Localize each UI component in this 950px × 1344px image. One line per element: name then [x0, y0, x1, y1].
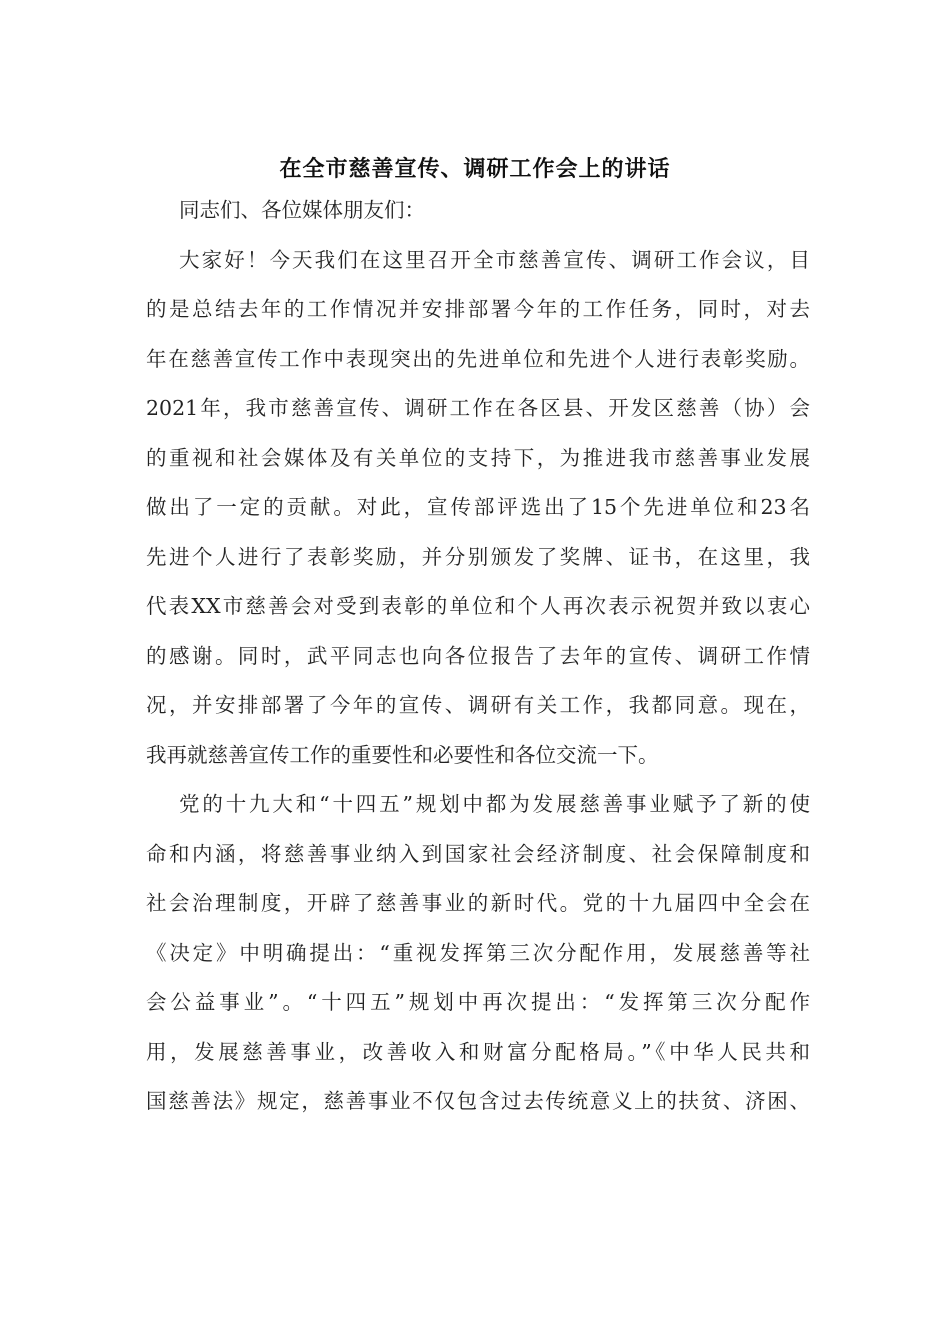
text-line: 先进个人进行了表彰奖励，并分别颁发了奖牌、证书，在这里，我 [146, 544, 810, 569]
text-line: 《决定》中明确提出：“重视发挥第三次分配作用，发展慈善等社 [146, 940, 810, 965]
body-paragraph [146, 780, 810, 1127]
text-line: 的是总结去年的工作情况并安排部署今年的工作任务，同时，对去 [146, 297, 810, 321]
salutation-paragraph [146, 186, 810, 236]
text-line: 我再就慈善宣传工作的重要性和必要性和各位交流一下。 [146, 742, 659, 767]
text-line: 会公益事业”。“十四五”规划中再次提出：“发挥第三次分配作 [146, 990, 810, 1014]
text-line: 的重视和社会媒体及有关单位的支持下，为推进我市慈善事业发展 [146, 445, 810, 470]
text-line: 的感谢。同时，武平同志也向各位报告了去年的宣传、调研工作情 [146, 643, 810, 668]
text-line: 命和内涵，将慈善事业纳入到国家社会经济制度、社会保障制度和 [146, 841, 810, 866]
text-line: 做出了一定的贡献。对此，宣传部评选出了15个先进单位和23名 [146, 495, 810, 519]
document-title: 在全市慈善宣传、调研工作会上的讲话 [279, 156, 671, 182]
text-line: 用，发展慈善事业，改善收入和财富分配格局。”《中华人民共和 [146, 1039, 810, 1064]
text-line: 大家好！今天我们在这里召开全市慈善宣传、调研工作会议，目 [179, 247, 810, 272]
text-line: 况，并安排部署了今年的宣传、调研有关工作，我都同意。现在， [146, 693, 810, 717]
text-line: 2021年，我市慈善宣传、调研工作在各区县、开发区慈善（协）会 [146, 396, 810, 420]
text-line: 党的十九大和“十四五”规划中都为发展慈善事业赋予了新的使 [179, 792, 810, 816]
text-line: 代表XX市慈善会对受到表彰的单位和个人再次表示祝贺并致以衷心 [146, 594, 810, 618]
text-line: 社会治理制度，开辟了慈善事业的新时代。党的十九届四中全会在 [146, 891, 810, 915]
text-line: 同志们、各位媒体朋友们： [179, 198, 425, 222]
text-line: 国慈善法》规定，慈善事业不仅包含过去传统意义上的扶贫、济困、 [146, 1089, 810, 1113]
document-body [146, 186, 810, 1127]
text-line: 年在慈善宣传工作中表现突出的先进单位和先进个人进行表彰奖励。 [146, 346, 810, 371]
body-paragraph [146, 236, 810, 781]
